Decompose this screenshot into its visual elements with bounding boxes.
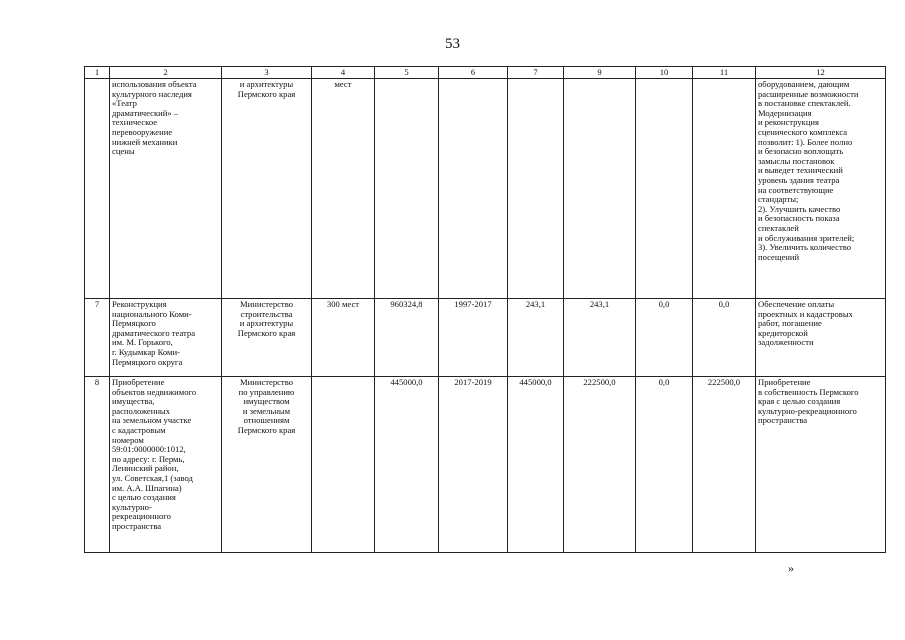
- executor-cell: Министерство строительства и архитектуры Пермского края: [222, 299, 312, 377]
- col7-cell: 445000,0: [508, 377, 564, 553]
- executor-cell: Министерство по управлению имуществом и земельным отношениям Пермского края: [222, 377, 312, 553]
- result-cell: Приобретение в собственность Пермского края с целью создания культурно-рекреационного пространства: [756, 377, 886, 553]
- column-number: 11: [693, 67, 756, 79]
- result-cell: Обеспечение оплаты проектных и кадастровых работ, погашение кредиторской задолженности: [756, 299, 886, 377]
- column-number-row: [85, 67, 886, 79]
- col10-cell: 0,0: [636, 377, 693, 553]
- col9-cell: 243,1: [564, 299, 636, 377]
- col11-cell: 222500,0: [693, 377, 756, 553]
- table-row: [85, 79, 886, 299]
- col11-cell: 0,0: [693, 299, 756, 377]
- row-number: 7: [85, 299, 110, 377]
- capacity-cell: 300 мест: [312, 299, 375, 377]
- col9-cell: [564, 79, 636, 299]
- column-number: 4: [312, 67, 375, 79]
- object-name-cell: Приобретение объектов недвижимого имущества, расположенных на земельном участке с кадастровым номером 59:01:0000000:1012, по адресу: г. Пермь, Ленинский район, ул. Советская,1 (завод им. А.А. Шпагина) с целью создания культурно- рекреационного пространства: [110, 377, 222, 553]
- object-name-cell: Реконструкция национального Коми- Пермяцкого драматического театра им. М. Горького, г. Кудымкар Коми- Пермяцкого округа: [110, 299, 222, 377]
- col11-cell: [693, 79, 756, 299]
- capacity-cell: мест: [312, 79, 375, 299]
- period-cell: 1997-2017: [439, 299, 508, 377]
- col7-cell: 243,1: [508, 299, 564, 377]
- col10-cell: [636, 79, 693, 299]
- closing-quote-mark: »: [788, 561, 794, 575]
- row-number: 8: [85, 377, 110, 553]
- col9-cell: 222500,0: [564, 377, 636, 553]
- column-number: 10: [636, 67, 693, 79]
- row-number: [85, 79, 110, 299]
- cost-cell: 445000,0: [375, 377, 439, 553]
- period-cell: [439, 79, 508, 299]
- column-number: 6: [439, 67, 508, 79]
- executor-cell: и архитектуры Пермского края: [222, 79, 312, 299]
- column-number: 5: [375, 67, 439, 79]
- table-row: [85, 377, 886, 553]
- column-number: 3: [222, 67, 312, 79]
- column-number: 9: [564, 67, 636, 79]
- capacity-cell: [312, 377, 375, 553]
- table-row: [85, 299, 886, 377]
- column-number: 2: [110, 67, 222, 79]
- col10-cell: 0,0: [636, 299, 693, 377]
- column-number: 12: [756, 67, 886, 79]
- object-name-cell: использования объекта культурного наследия «Театр драматический» – техническое перевооружение нижней механики сцены: [110, 79, 222, 299]
- result-cell: оборудованием, дающим расширенные возможности в постановке спектаклей. Модернизация и реконструкция сценического комплекса позволит: 1). Более полно и безопасно воплощать замыслы постановок и выведет технический уровень здания театра на соответствующие стандарты; 2). Улучшить качество и безопасность показа спектаклей и обслуживания зрителей; 3). Увеличить количество посещений: [756, 79, 886, 299]
- works-table: [84, 66, 886, 553]
- page-number: 53: [445, 36, 460, 52]
- cost-cell: [375, 79, 439, 299]
- period-cell: 2017-2019: [439, 377, 508, 553]
- column-number: 7: [508, 67, 564, 79]
- col7-cell: [508, 79, 564, 299]
- cost-cell: 960324,8: [375, 299, 439, 377]
- column-number: 1: [85, 67, 110, 79]
